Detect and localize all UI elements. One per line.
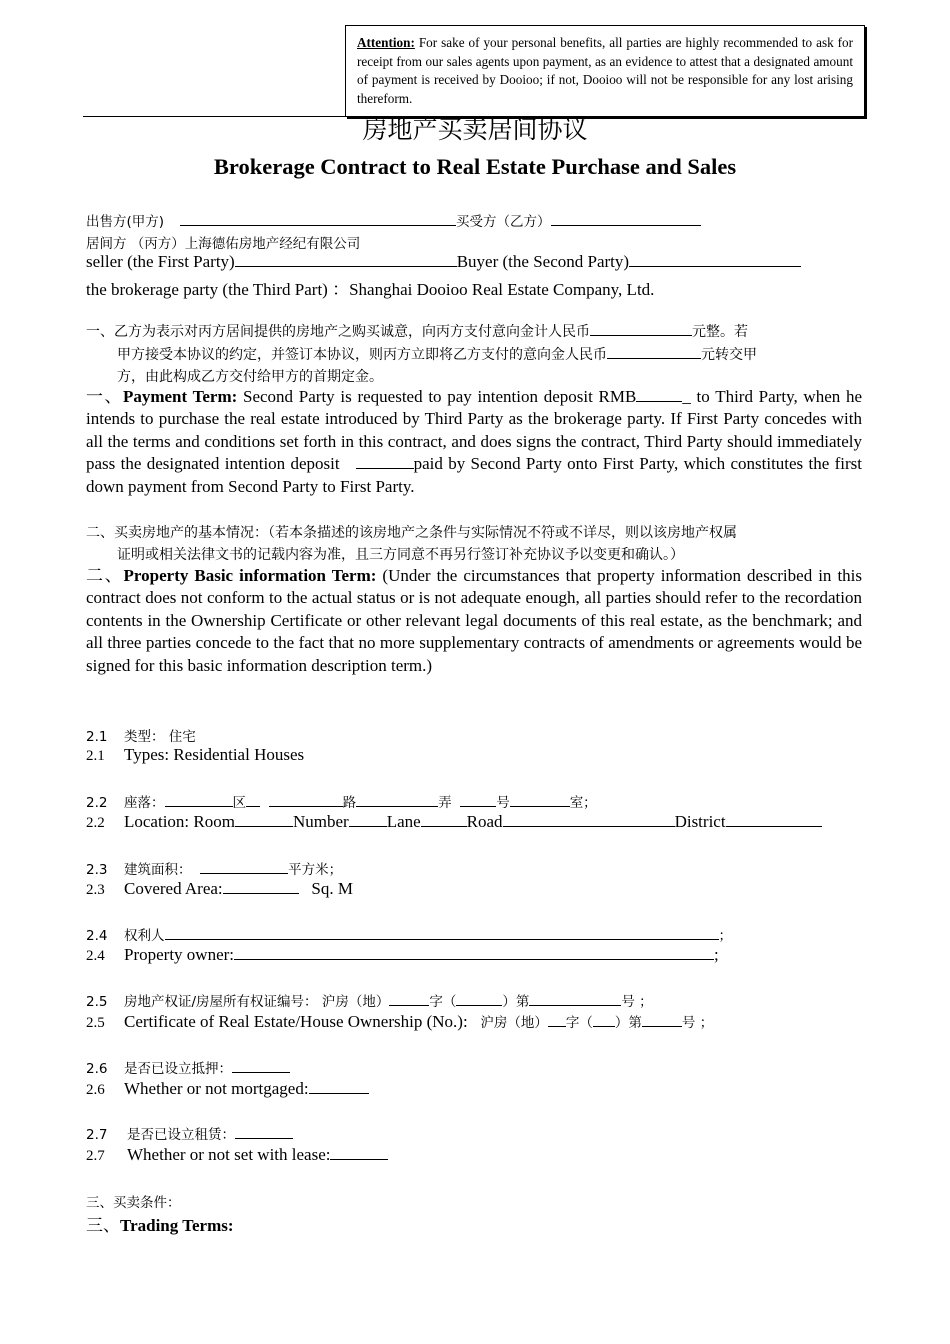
cert-en-field-3[interactable] — [642, 1011, 682, 1027]
item-2-2-cn — [86, 791, 597, 811]
section1-cn — [86, 320, 864, 388]
di-label: ）第 — [614, 1015, 642, 1031]
item-number: 2.5 — [86, 1015, 105, 1031]
buyer-en-label: Buyer (the Second Party) — [456, 252, 630, 271]
item-number: 2.4 — [86, 928, 108, 944]
attention-notice — [345, 25, 865, 117]
item-number: 2.7 — [86, 1127, 108, 1143]
area-cn-unit: 平方米； — [288, 862, 343, 878]
cert-en-field-1[interactable] — [548, 1011, 566, 1027]
area-en-unit: Sq. M — [311, 879, 353, 898]
road-label: Road — [466, 812, 503, 831]
area-cn-field[interactable] — [200, 858, 288, 874]
deposit-transfer-cn-field[interactable] — [607, 343, 701, 359]
section2-cn-a: 二、买卖房地产的基本情况：（若本条描述的该房地产之条件与实际情况不符或不详尽，则以该房地产权属 — [86, 525, 737, 541]
notice-text: For sake of your personal benefits, all parties are highly recommended to ask for receipt from our sales agents upon payment, as an evidence to attest that a designated amount of payment is received by Dooioo; if not, Dooioo will not be responsible for any lost arising thereform. — [357, 35, 854, 106]
item-2-4-en — [86, 944, 719, 965]
room-cn-field[interactable] — [510, 791, 570, 807]
section1-en — [86, 386, 862, 498]
item-2-4-cn — [86, 924, 732, 944]
item-2-2-en — [86, 811, 822, 832]
item-number: 2.2 — [86, 795, 108, 811]
number-cn-field[interactable] — [460, 791, 496, 807]
semicolon: ; — [714, 945, 719, 964]
item-2-1-cn — [86, 725, 196, 745]
seller-cn-label: 出售方(甲方) — [86, 214, 165, 230]
section1-cn-a: 一、乙方为表示对丙方居间提供的房地产之购买诚意，向丙方支付意向金计人民币 — [86, 324, 590, 340]
section2-en — [86, 565, 862, 677]
cert-en-field-2[interactable] — [593, 1011, 615, 1027]
area-en-field[interactable] — [223, 878, 299, 894]
type-cn: 类型： 住宅 — [124, 729, 196, 745]
area-en-label: Covered Area: — [124, 879, 223, 898]
item-number: 2.6 — [86, 1082, 105, 1098]
section1-cn-e: 方，由此构成乙方交付给甲方的首期定金。 — [117, 369, 383, 385]
item-number: 2.2 — [86, 815, 105, 831]
item-2-3-en — [86, 878, 353, 899]
buyer-cn-field[interactable] — [551, 210, 701, 226]
item-2-6-en — [86, 1078, 369, 1099]
semicolon: ； — [718, 928, 732, 944]
section3-cn: 三、买卖条件： — [86, 1195, 181, 1211]
seller-cn-row — [86, 210, 701, 230]
mortgage-en-label: Whether or not mortgaged: — [124, 1079, 309, 1098]
lane-en-field[interactable] — [421, 811, 467, 827]
lu-label: 路 — [342, 795, 357, 811]
section3-en — [86, 1211, 234, 1236]
shi-label: 室； — [569, 795, 597, 811]
item-number: 2.3 — [86, 882, 105, 898]
di-label: ）第 — [502, 994, 530, 1010]
section2-en-prefix: 二、 — [86, 566, 124, 585]
hufang-label: 沪房（地） — [480, 1015, 548, 1031]
item-number: 2.1 — [86, 729, 108, 745]
lane-cn-field[interactable] — [356, 791, 438, 807]
property-term-heading: Property Basic information Term: — [123, 566, 377, 585]
section1-en-a: Second Party is requested to pay intention deposit RMB — [243, 387, 637, 406]
item-2-3-cn — [86, 858, 342, 878]
item-number: 2.5 — [86, 994, 108, 1010]
lease-en-field[interactable] — [330, 1144, 388, 1160]
owner-cn-label: 权利人 — [124, 928, 165, 944]
location-cn-label: 座落： — [124, 795, 165, 811]
cert-cn-label: 房地产权证/房屋所有权证编号： 沪房（地） — [124, 994, 390, 1010]
item-number: 2.6 — [86, 1061, 108, 1077]
mortgage-en-field[interactable] — [309, 1078, 369, 1094]
seller-en-field[interactable] — [235, 251, 457, 267]
item-number: 2.1 — [86, 748, 105, 764]
zi-label: 字（ — [565, 1015, 593, 1031]
title-cn: 房地产买卖居间协议 — [362, 115, 588, 144]
district-en-field[interactable] — [726, 811, 822, 827]
district-cn-field[interactable] — [165, 791, 233, 807]
seller-en-label: seller (the First Party) — [86, 252, 235, 271]
seller-en-row — [86, 251, 801, 272]
broker-en: the brokerage party (the Third Part) ：Shanghai Dooioo Real Estate Company, Ltd. — [86, 280, 655, 299]
lease-cn-field[interactable] — [235, 1123, 293, 1139]
title-en: Brokerage Contract to Real Estate Purchase and Sales — [213, 154, 737, 179]
qu-label: 区 — [232, 795, 246, 811]
cert-cn-field-2[interactable] — [456, 990, 502, 1006]
deposit-en-field[interactable] — [636, 386, 682, 402]
section1-cn-b: 元整。若 — [692, 324, 748, 340]
cert-en-label: Certificate of Real Estate/House Ownership (No.): — [124, 1012, 468, 1031]
type-en: Types: Residential Houses — [124, 745, 305, 764]
notice-label: Attention: — [357, 35, 415, 50]
district-cn-field-tail[interactable] — [246, 791, 260, 807]
hao-label: 号 ； — [681, 1015, 714, 1031]
mortgage-cn-field[interactable] — [232, 1057, 290, 1073]
room-en-field[interactable] — [235, 811, 293, 827]
trading-terms-heading: Trading Terms: — [120, 1216, 234, 1235]
item-number: 2.3 — [86, 862, 108, 878]
road-en-field[interactable] — [503, 811, 675, 827]
owner-en-label: Property owner: — [124, 945, 235, 964]
cert-cn-field-3[interactable] — [529, 990, 621, 1006]
buyer-en-field[interactable] — [629, 251, 801, 267]
owner-en-field[interactable] — [234, 944, 714, 960]
deposit-transfer-en-field[interactable] — [356, 453, 414, 469]
item-2-5-cn — [86, 990, 653, 1010]
section1-en-prefix: 一、 — [86, 387, 123, 406]
section1-cn-c: 甲方接受本协议的约定，并签订本协议，则丙方立即将乙方支付的意向金人民币 — [117, 347, 607, 363]
mortgage-cn-label: 是否已设立抵押： — [124, 1061, 232, 1077]
item-number: 2.4 — [86, 948, 105, 964]
area-cn-label: 建筑面积： — [124, 862, 192, 878]
deposit-cn-field[interactable] — [590, 320, 692, 336]
item-2-7-cn — [86, 1123, 293, 1143]
nong-label: 弄 — [438, 795, 452, 811]
section2-cn — [86, 522, 864, 566]
zi-label: 字（ — [429, 994, 457, 1010]
hao-label: 号 ； — [621, 994, 653, 1010]
road-cn-field[interactable] — [269, 791, 343, 807]
lease-cn-label: 是否已设立租赁： — [127, 1127, 235, 1143]
broker-cn: 居间方 （丙方）上海德佑房地产经纪有限公司 — [86, 236, 361, 252]
item-2-7-en — [86, 1144, 388, 1165]
owner-cn-field[interactable] — [165, 924, 719, 940]
section3-en-prefix: 三、 — [86, 1216, 120, 1235]
lane-label: Lane — [386, 812, 421, 831]
number-label: Number — [292, 812, 349, 831]
item-2-1-en — [86, 745, 304, 765]
section1-cn-d: 元转交甲 — [701, 347, 757, 363]
lease-en-label: Whether or not set with lease: — [127, 1145, 331, 1164]
location-en-label: Location: Room — [124, 812, 235, 831]
section2-cn-b: 证明或相关法律文书的记载内容为准，且三方同意不再另行签订补充协议予以变更和确认。） — [117, 547, 684, 563]
district-label: District — [674, 812, 726, 831]
buyer-cn-label: 买受方（乙方） — [456, 214, 551, 230]
payment-term-heading: Payment Term: — [122, 387, 238, 406]
cert-cn-field-1[interactable] — [389, 990, 429, 1006]
number-en-field[interactable] — [349, 811, 387, 827]
item-2-5-en — [86, 1011, 713, 1032]
item-number: 2.7 — [86, 1148, 105, 1164]
hao-label: 号 — [496, 795, 510, 811]
section2-en-text: (Under the circumstances that property information described in this contract does not conform to the actual status or is not adequate enough, all parties should refer to the recordation contents in the Ownership Certificate or other relevant legal documents of this real estate, as the benchmark; and all three parties concede to the fact that no more supplementary contracts of amendments or agreements would be signed for this basic information description term.) — [86, 566, 863, 675]
section1-en-b: _ to Third Party, when he intends to purchase the real estate introduced by Third Party as the brokerage party. If First Party concedes with all the terms and conditions set forth in this contract, and does signs the contract, Third Party should immediately pass the designated intention deposit — [86, 387, 863, 474]
item-2-6-cn — [86, 1057, 290, 1077]
seller-cn-field[interactable] — [180, 210, 456, 226]
section1-en-c: paid by Second Party onto First Party, which constitutes the first down payment from Second Party to First Party. — [86, 454, 862, 496]
